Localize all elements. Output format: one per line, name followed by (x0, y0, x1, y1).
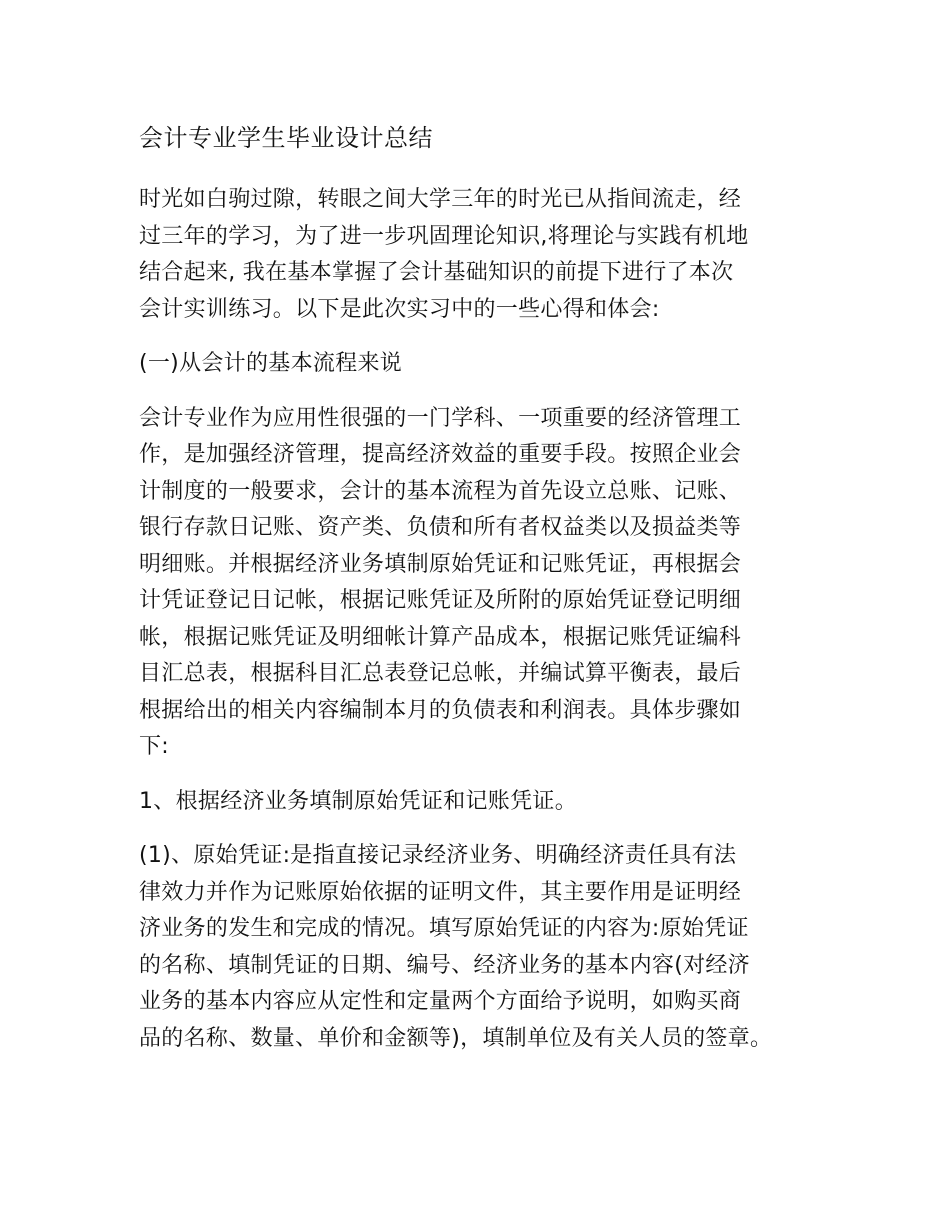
text-line: 时光如白驹过隙，转眼之间大学三年的时光已从指间流走，经 (139, 187, 742, 212)
paragraph-original-voucher (139, 838, 829, 1057)
text-line: 帐，根据记账凭证及明细帐计算产品成本，根据记账凭证编科 (139, 624, 742, 650)
text-line: 品的名称、数量、单价和金额等)，填制单位及有关人员的签章。 (139, 1025, 773, 1051)
text-line: 银行存款日记账、资产类、负债和所有者权益类以及损益类等 (139, 515, 742, 540)
paragraph-process (139, 401, 829, 766)
paragraph-intro (139, 182, 829, 328)
document-page (139, 120, 829, 1075)
text-line: (一)从会计的基本流程来说 (139, 351, 403, 376)
text-line: 根据给出的相关内容编制本月的负债表和利润表。具体步骤如 (139, 697, 742, 723)
text-line: 业务的基本内容应从定性和定量两个方面给予说明，如购买商 (139, 989, 742, 1014)
text-line: 过三年的学习，为了进一步巩固理论知识,将理论与实践有机地 (139, 223, 749, 249)
text-line: 目汇总表，根据科目汇总表登记总帐，并编试算平衡表，最后 (139, 661, 742, 686)
document-title: 会计专业学生毕业设计总结 (139, 124, 433, 152)
step-heading (139, 784, 829, 821)
text-line: 会计实训练习。以下是此次实习中的一些心得和体会: (139, 296, 660, 322)
text-line: 下: (139, 734, 170, 759)
text-line: 计制度的一般要求，会计的基本流程为首先设立总账、记账、 (139, 478, 742, 504)
text-line: 作，是加强经济管理，提高经济效益的重要手段。按照企业会 (139, 442, 742, 467)
text-line: 1、根据经济业务填制原始凭证和记账凭证。 (139, 788, 577, 814)
text-line: 的名称、填制凭证的日期、编号、经济业务的基本内容(对经济 (139, 952, 750, 978)
text-line: 结合起来, 我在基本掌握了会计基础知识的前提下进行了本次 (139, 260, 734, 285)
text-line: 济业务的发生和完成的情况。填写原始凭证的内容为:原始凭证 (139, 916, 749, 941)
text-line: 会计专业作为应用性很强的一门学科、一项重要的经济管理工 (139, 405, 742, 431)
section-heading (139, 346, 829, 383)
text-line: 计凭证登记日记帐，根据记账凭证及所附的原始凭证登记明细 (139, 588, 742, 613)
text-line: 明细账。并根据经济业务填制原始凭证和记账凭证，再根据会 (139, 551, 742, 577)
text-line: 律效力并作为记账原始依据的证明文件，其主要作用是证明经 (139, 879, 742, 905)
text-line: (1)、原始凭证:是指直接记录经济业务、明确经济责任具有法 (139, 843, 737, 868)
